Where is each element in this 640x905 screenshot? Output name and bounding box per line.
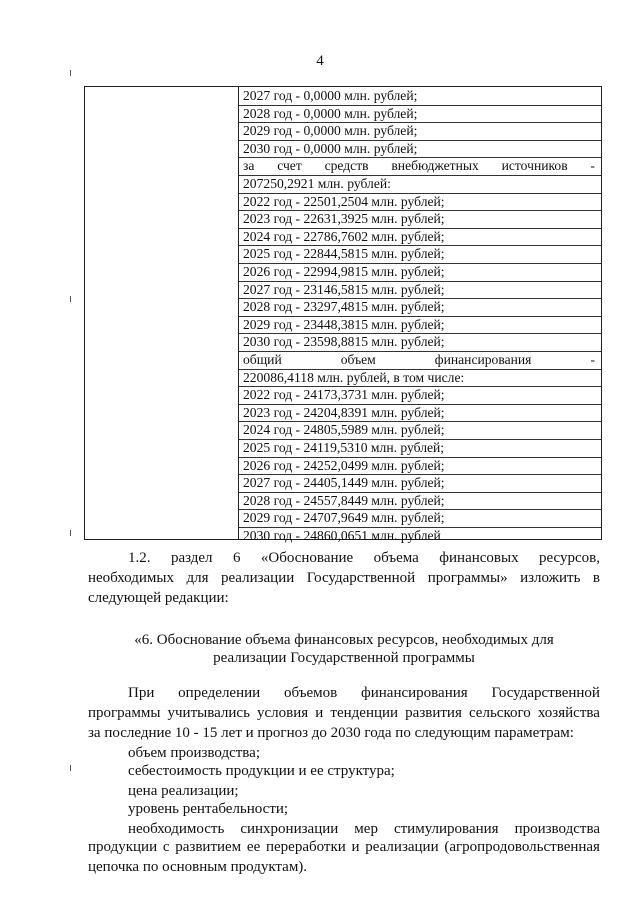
table-line <box>239 351 601 369</box>
financing-table <box>84 86 602 543</box>
table-line: 2030 год - 24860,0651 млн. рублей <box>243 528 441 543</box>
body-word: учитывались <box>167 705 250 721</box>
table-right-cell <box>239 87 601 543</box>
table-line: 2027 год - 0,0000 млн. рублей; <box>243 88 418 103</box>
margin-mark <box>70 296 71 302</box>
table-line: 2023 год - 22631,3925 млн. рублей; <box>243 211 445 227</box>
body-word: реализации <box>220 570 295 586</box>
body-line <box>88 703 600 723</box>
table-line: 2029 год - 0,0000 млн. рублей; <box>243 123 418 139</box>
body-word: программы <box>88 705 161 721</box>
table-word: источников <box>501 158 568 174</box>
body-word: переработки <box>265 839 346 855</box>
body-line: цена реализации; <box>128 783 239 799</box>
body-word: условия <box>257 705 309 721</box>
table-line: 2025 год - 24119,5310 млн. рублей; <box>243 440 445 455</box>
body-word: объемов <box>283 685 338 701</box>
body-line: «6. Обоснование объема финансовых ресурсов, необходимых для <box>134 632 554 648</box>
body-word: развитием <box>175 839 242 855</box>
table-word: объем <box>340 352 376 367</box>
table-word: счет <box>277 158 302 174</box>
table-line: 2026 год - 24252,0499 млн. рублей; <box>243 457 445 473</box>
body-line: цепочка по основным продуктам). <box>88 859 308 875</box>
table-line: 2028 год - 0,0000 млн. рублей; <box>243 105 418 121</box>
table-word: - <box>590 158 595 174</box>
table-left-cell <box>85 87 239 539</box>
body-word: производства <box>514 821 600 837</box>
table-word: финансирования <box>434 352 532 367</box>
table-line: 2027 год - 24405,1449 млн. рублей; <box>243 475 445 491</box>
body-word: объема <box>373 550 419 566</box>
table-line: 2029 год - 24707,9649 млн. рублей; <box>243 510 445 526</box>
body-word: 1.2. <box>128 550 151 566</box>
table-line: 207250,2921 млн. рублей: <box>243 176 391 191</box>
body-word: финансовых <box>439 550 519 566</box>
body-word: Государственной <box>491 685 600 701</box>
body-word: определении <box>178 685 261 701</box>
body-word: стимулирования <box>393 821 499 837</box>
body-word: реализации <box>365 839 439 855</box>
body-word: 6 <box>232 550 241 566</box>
body-word: продукции <box>88 839 158 855</box>
body-word: и <box>351 839 360 855</box>
body-word: необходимых <box>88 570 174 586</box>
body-word: При <box>128 685 155 701</box>
table-line: 2024 год - 24805,5989 млн. рублей; <box>243 422 445 438</box>
table-line: 220086,4118 млн. рублей, в том числе: <box>243 369 465 385</box>
body-word: финансирования <box>361 685 468 701</box>
body-word: Государственной <box>306 570 416 586</box>
table-word: общий <box>243 352 282 367</box>
body-word: развития <box>405 705 462 721</box>
margin-mark <box>70 530 71 536</box>
body-word: синхронизации <box>240 821 339 837</box>
table-line: 2028 год - 24557,8449 млн. рублей; <box>243 492 445 508</box>
body-line: за последние 10 - 15 лет и прогноз до 2030 года по следующим параметрам: <box>88 725 574 741</box>
body-line: уровень рентабельности; <box>128 801 289 817</box>
body-word: (агропродовольственная <box>444 839 600 855</box>
body-word: программы» <box>427 570 508 586</box>
table-line: 2030 год - 0,0000 млн. рублей; <box>243 140 418 156</box>
body-word: раздел <box>170 550 213 566</box>
body-line <box>88 683 600 703</box>
body-line <box>88 568 600 588</box>
body-word: изложить <box>520 570 581 586</box>
body-word: сельского <box>468 705 531 721</box>
margin-mark <box>70 765 71 771</box>
table-line: 2022 год - 22501,2504 млн. рублей; <box>243 193 445 209</box>
body-word: с <box>162 839 170 855</box>
body-line <box>88 837 600 857</box>
body-word: для <box>186 570 209 586</box>
table-line: 2026 год - 22994,9815 млн. рублей; <box>243 264 445 279</box>
body-line: реализации Государственной программы <box>213 650 475 666</box>
body-line: себестоимость продукции и ее структура; <box>128 763 395 779</box>
body-word: тенденции <box>330 705 399 721</box>
table-line: 2024 год - 22786,7602 млн. рублей; <box>243 228 445 244</box>
body-line <box>88 819 600 839</box>
body-word: мер <box>354 821 378 837</box>
table-line: 2030 год - 23598,8815 млн. рублей; <box>243 334 445 350</box>
table-word: - <box>590 352 595 367</box>
table-word: средств <box>324 158 369 174</box>
table-line: 2027 год - 23146,5815 млн. рублей; <box>243 281 445 297</box>
table-line: 2029 год - 23448,3815 млн. рублей; <box>243 316 445 332</box>
body-line <box>88 548 600 568</box>
table-word: за <box>243 158 255 174</box>
body-word: ресурсов, <box>539 550 600 566</box>
body-word: хозяйства <box>537 705 600 721</box>
table-line: 2022 год - 24173,3731 млн. рублей; <box>243 387 445 403</box>
body-word: «Обоснование <box>260 550 354 566</box>
page-number: 4 <box>316 53 324 69</box>
margin-mark <box>70 70 71 76</box>
table-line: 2028 год - 23297,4815 млн. рублей; <box>243 299 445 315</box>
body-line: следующей редакции: <box>88 590 229 606</box>
table-word: внебюджетных <box>391 158 479 174</box>
body-word: ее <box>246 839 261 855</box>
table-line: 2025 год - 22844,5815 млн. рублей; <box>243 246 445 262</box>
table-line: 2023 год - 24204,8391 млн. рублей; <box>243 404 445 420</box>
body-word: необходимость <box>128 821 225 837</box>
body-word: и <box>315 705 324 721</box>
table-line <box>239 157 601 175</box>
body-line: объем производства; <box>128 745 260 761</box>
body-word: в <box>592 570 600 586</box>
